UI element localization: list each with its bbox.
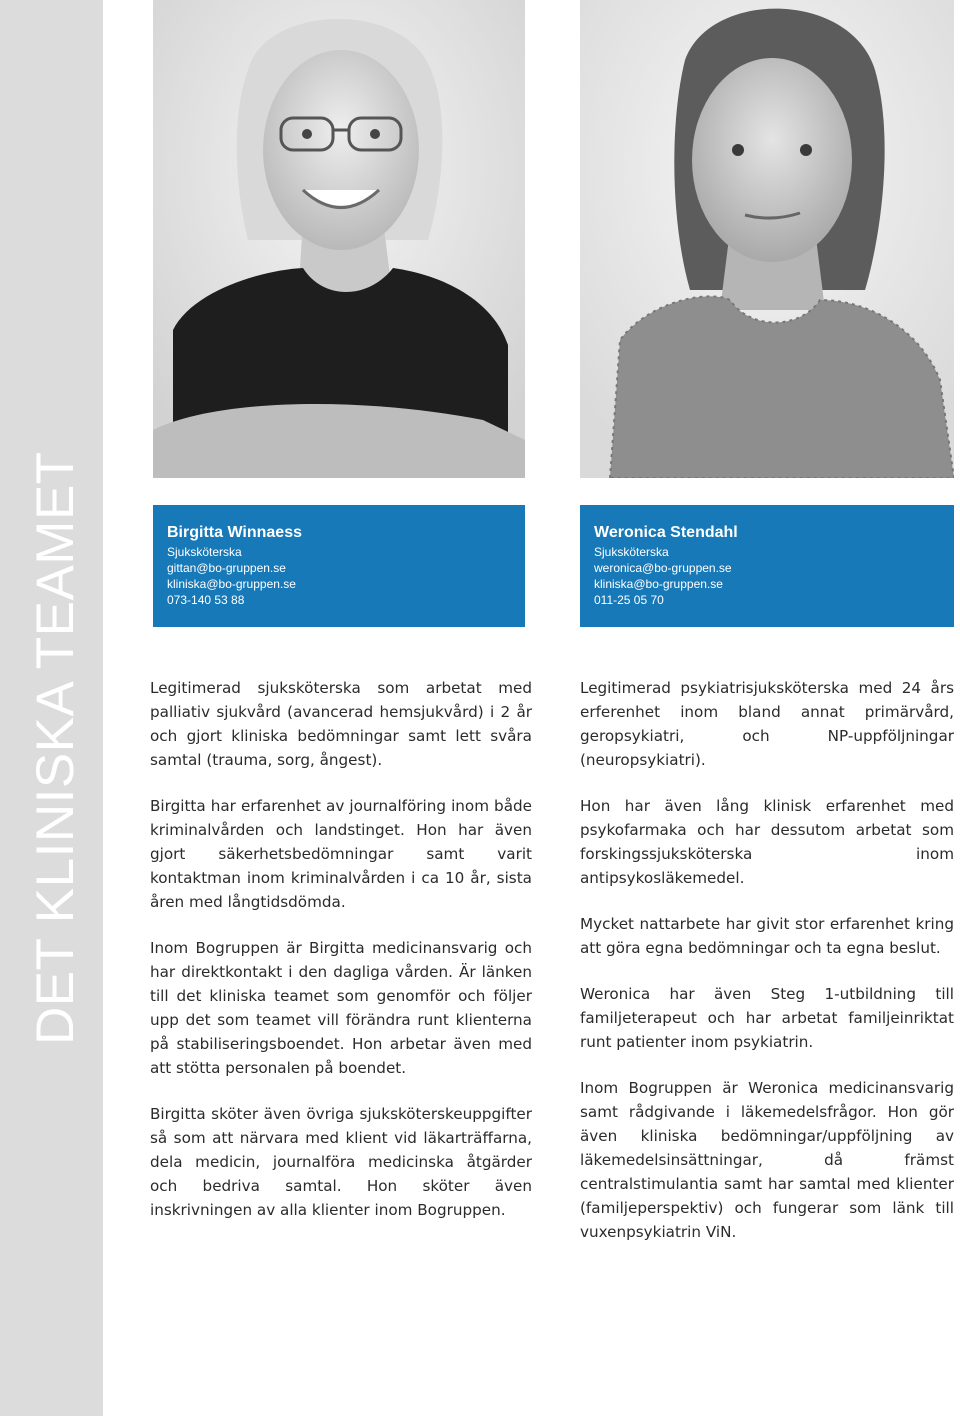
portrait-photo-birgitta [153, 0, 525, 478]
phone-number: 073-140 53 88 [167, 593, 245, 607]
bio-paragraph: Legitimerad psykiatrisjuksköterska med 24 års erferenhet inom bland annat primärvård, geropsykiatri, och NP-uppföljningar (neuropsykiatri). [580, 679, 954, 769]
contact-card-weronica [580, 505, 954, 627]
bio-paragraph: Birgitta sköter även övriga sjuksköterskeuppgifter så som att närvara med klient vid läkarträffarna, dela medicin, journalföra medicinska åtgärder och bedriva samtal. Hon sköter även inskrivningen av alla klienter inom Bogruppen. [150, 1105, 532, 1219]
sidebar [0, 0, 103, 1416]
person-name: Weronica Stendahl [594, 524, 738, 541]
email-link-personal[interactable]: weronica@bo-gruppen.se [594, 561, 732, 575]
person-role: Sjuksköterska [167, 545, 242, 559]
bio-paragraph: Inom Bogruppen är Birgitta medicinansvarig och har direktkontakt i den dagliga vården. Är länken till det kliniska teamet som genomför och följer upp det som teamet vill förändra runt klienterna på stabiliseringsboendet. Hon arbetar även med att stötta personalen på boendet. [150, 939, 532, 1077]
bio-paragraph: Birgitta har erfarenhet av journalföring inom både kriminalvården och landstinget. Hon har även gjort säkerhetsbedömningar samt varit kontaktman inom kriminalvården i ca 10 år, sista åren med långtidsdömda. [150, 797, 532, 911]
email-link-team[interactable]: kliniska@bo-gruppen.se [167, 577, 296, 591]
contact-card-birgitta [153, 505, 525, 627]
bio-paragraph: Weronica har även Steg 1-utbildning till familjeterapeut och har arbetat familjeinriktat runt patienter inom psykiatrin. [580, 985, 954, 1051]
bio-paragraph: Hon har även lång klinisk erfarenhet med psykofarmaka och har dessutom arbetat som forskingssjuksköterska inom antipsykosläkemedel. [580, 797, 954, 887]
email-link-team[interactable]: kliniska@bo-gruppen.se [594, 577, 723, 591]
person-role: Sjuksköterska [594, 545, 669, 559]
bio-column-weronica [580, 676, 954, 1266]
phone-number: 011-25 05 70 [594, 593, 664, 607]
bio-paragraph: Legitimerad sjuksköterska som arbetat med palliativ sjukvård (avancerad hemsjukvård) i 2 år och gjort kliniska bedömningar samt lett svåra samtal (trauma, sorg, ångest). [150, 679, 532, 769]
bio-paragraph: Inom Bogruppen är Weronica medicinansvarig samt rådgivande i läkemedelsfrågor. Hon gör även kliniska bedömningar/uppföljning av läkemedelsinsättningar, då främst centralstimulantia samt har samtal med klienter (familjeperspektiv) och fungerar som länk till vuxenpsykiatrin ViN. [580, 1079, 954, 1241]
section-title: DET KLINISKA TEAMET [26, 451, 85, 1045]
bio-column-birgitta [150, 676, 532, 1244]
person-name: Birgitta Winnaess [167, 524, 302, 541]
portrait-photo-weronica [580, 0, 954, 478]
bio-paragraph: Mycket nattarbete har givit stor erfarenhet kring att göra egna bedömningar och ta egna beslut. [580, 915, 954, 957]
email-link-personal[interactable]: gittan@bo-gruppen.se [167, 561, 286, 575]
